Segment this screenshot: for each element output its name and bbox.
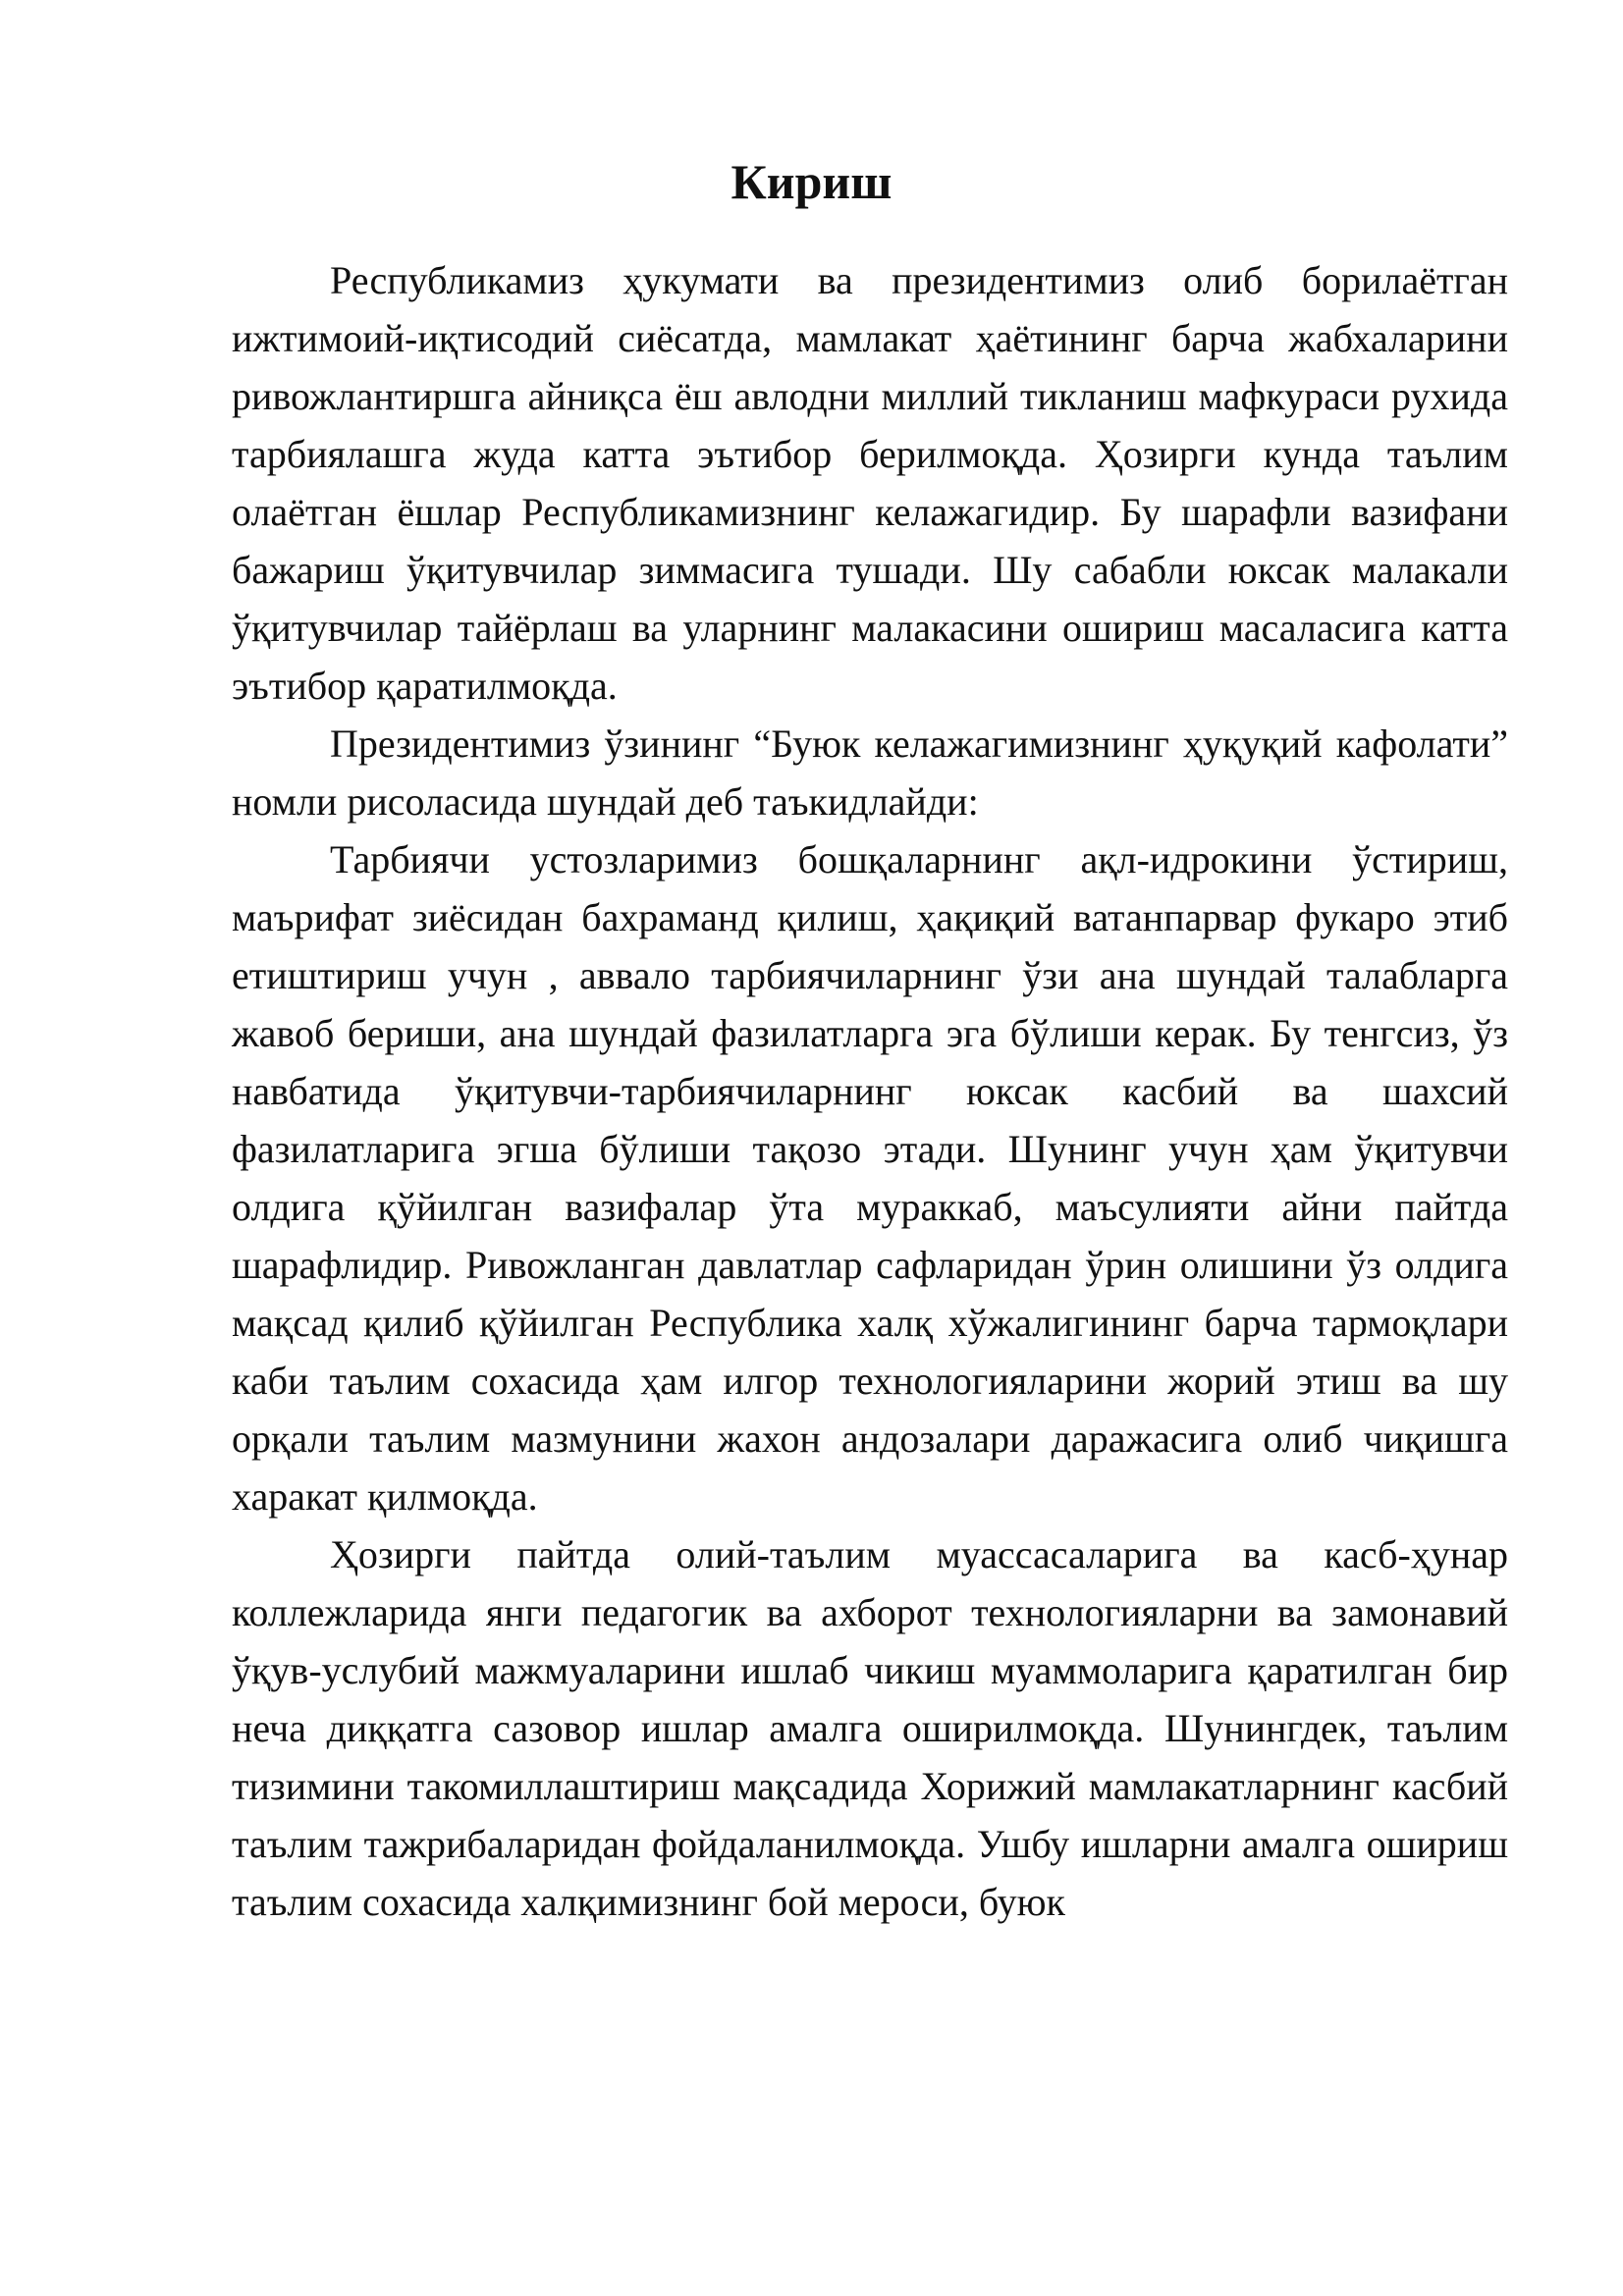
paragraph-president-quote-intro: Президентимиз ўзининг “Буюк келажагимизнинг ҳуқуқий кафолати” номли рисоласида шундай деб таъкидлайди: [232,721,1508,824]
document-body [232,251,1508,1931]
paragraph-teachers: Тарбиячи устозларимиз бошқаларнинг ақл-идрокини ўстириш, маърифат зиёсидан бахраманд қилиш, ҳақиқий ватанпарвар фукаро этиб етиштириш учун , аввало тарбиячиларнинг ўзи ана шундай талабларга жавоб бериши, ана шундай фазилатларга эга бўлиши керак. Бу тенгсиз, ўз навбатида ўқитувчи-тарбиячиларнинг юксак касбий ва шахсий фазилатларига эгша бўлиши тақозо этади. Шунинг учун ҳам ўқитувчи олдига қўйилган вазифалар ўта мураккаб, маъсулияти айни пайтда шарафлидир. Ривожланган давлатлар сафларидан ўрин олишини ўз олдига мақсад қилиб қўйилган Республика халқ хўжалигининг барча тармоқлари каби таълим сохасида ҳам илгор технологияларини жорий этиш ва шу орқали таълим мазмунини жахон андозалари даражасига олиб чиқишга харакат қилмоқда. [232,837,1508,1519]
page-title: Кириш [730,154,893,209]
paragraph-current-situation: Ҳозирги пайтда олий-таълим муассасаларига ва касб-ҳунар коллежларида янги педагогик ва ахборот технологияларни ва замонавий ўқув-услубий мажмуаларини ишлаб чикиш муаммоларига қаратилган бир неча диққатга сазовор ишлар амалга оширилмоқда. Шунингдек, таълим тизимини такомиллаштириш мақсадида Хорижий мамлакатларнинг касбий таълим тажрибаларидан фойдаланилмоқда. Ушбу ишларни амалга ошириш таълим сохасида халқимизнинг бой мероси, буюк [232,1532,1508,1924]
paragraph-intro: Республикамиз ҳукумати ва президентимиз олиб борилаётган ижтимоий-иқтисодий сиёсатда, мамлакат ҳаётининг барча жабхаларини ривожлантиршга айниқса ёш авлодни миллий тикланиш мафкураси рухида тарбиялашга жуда катта эътибор берилмоқда. Ҳозирги кунда таълим олаётган ёшлар Республикамизнинг келажагидир. Бу шарафли вазифани бажариш ўқитувчилар зиммасига тушади. Шу сабабли юксак малакали ўқитувчилар тайёрлаш ва уларнинг малакасини ошириш масаласига катта эътибор қаратилмоқда. [232,258,1508,708]
